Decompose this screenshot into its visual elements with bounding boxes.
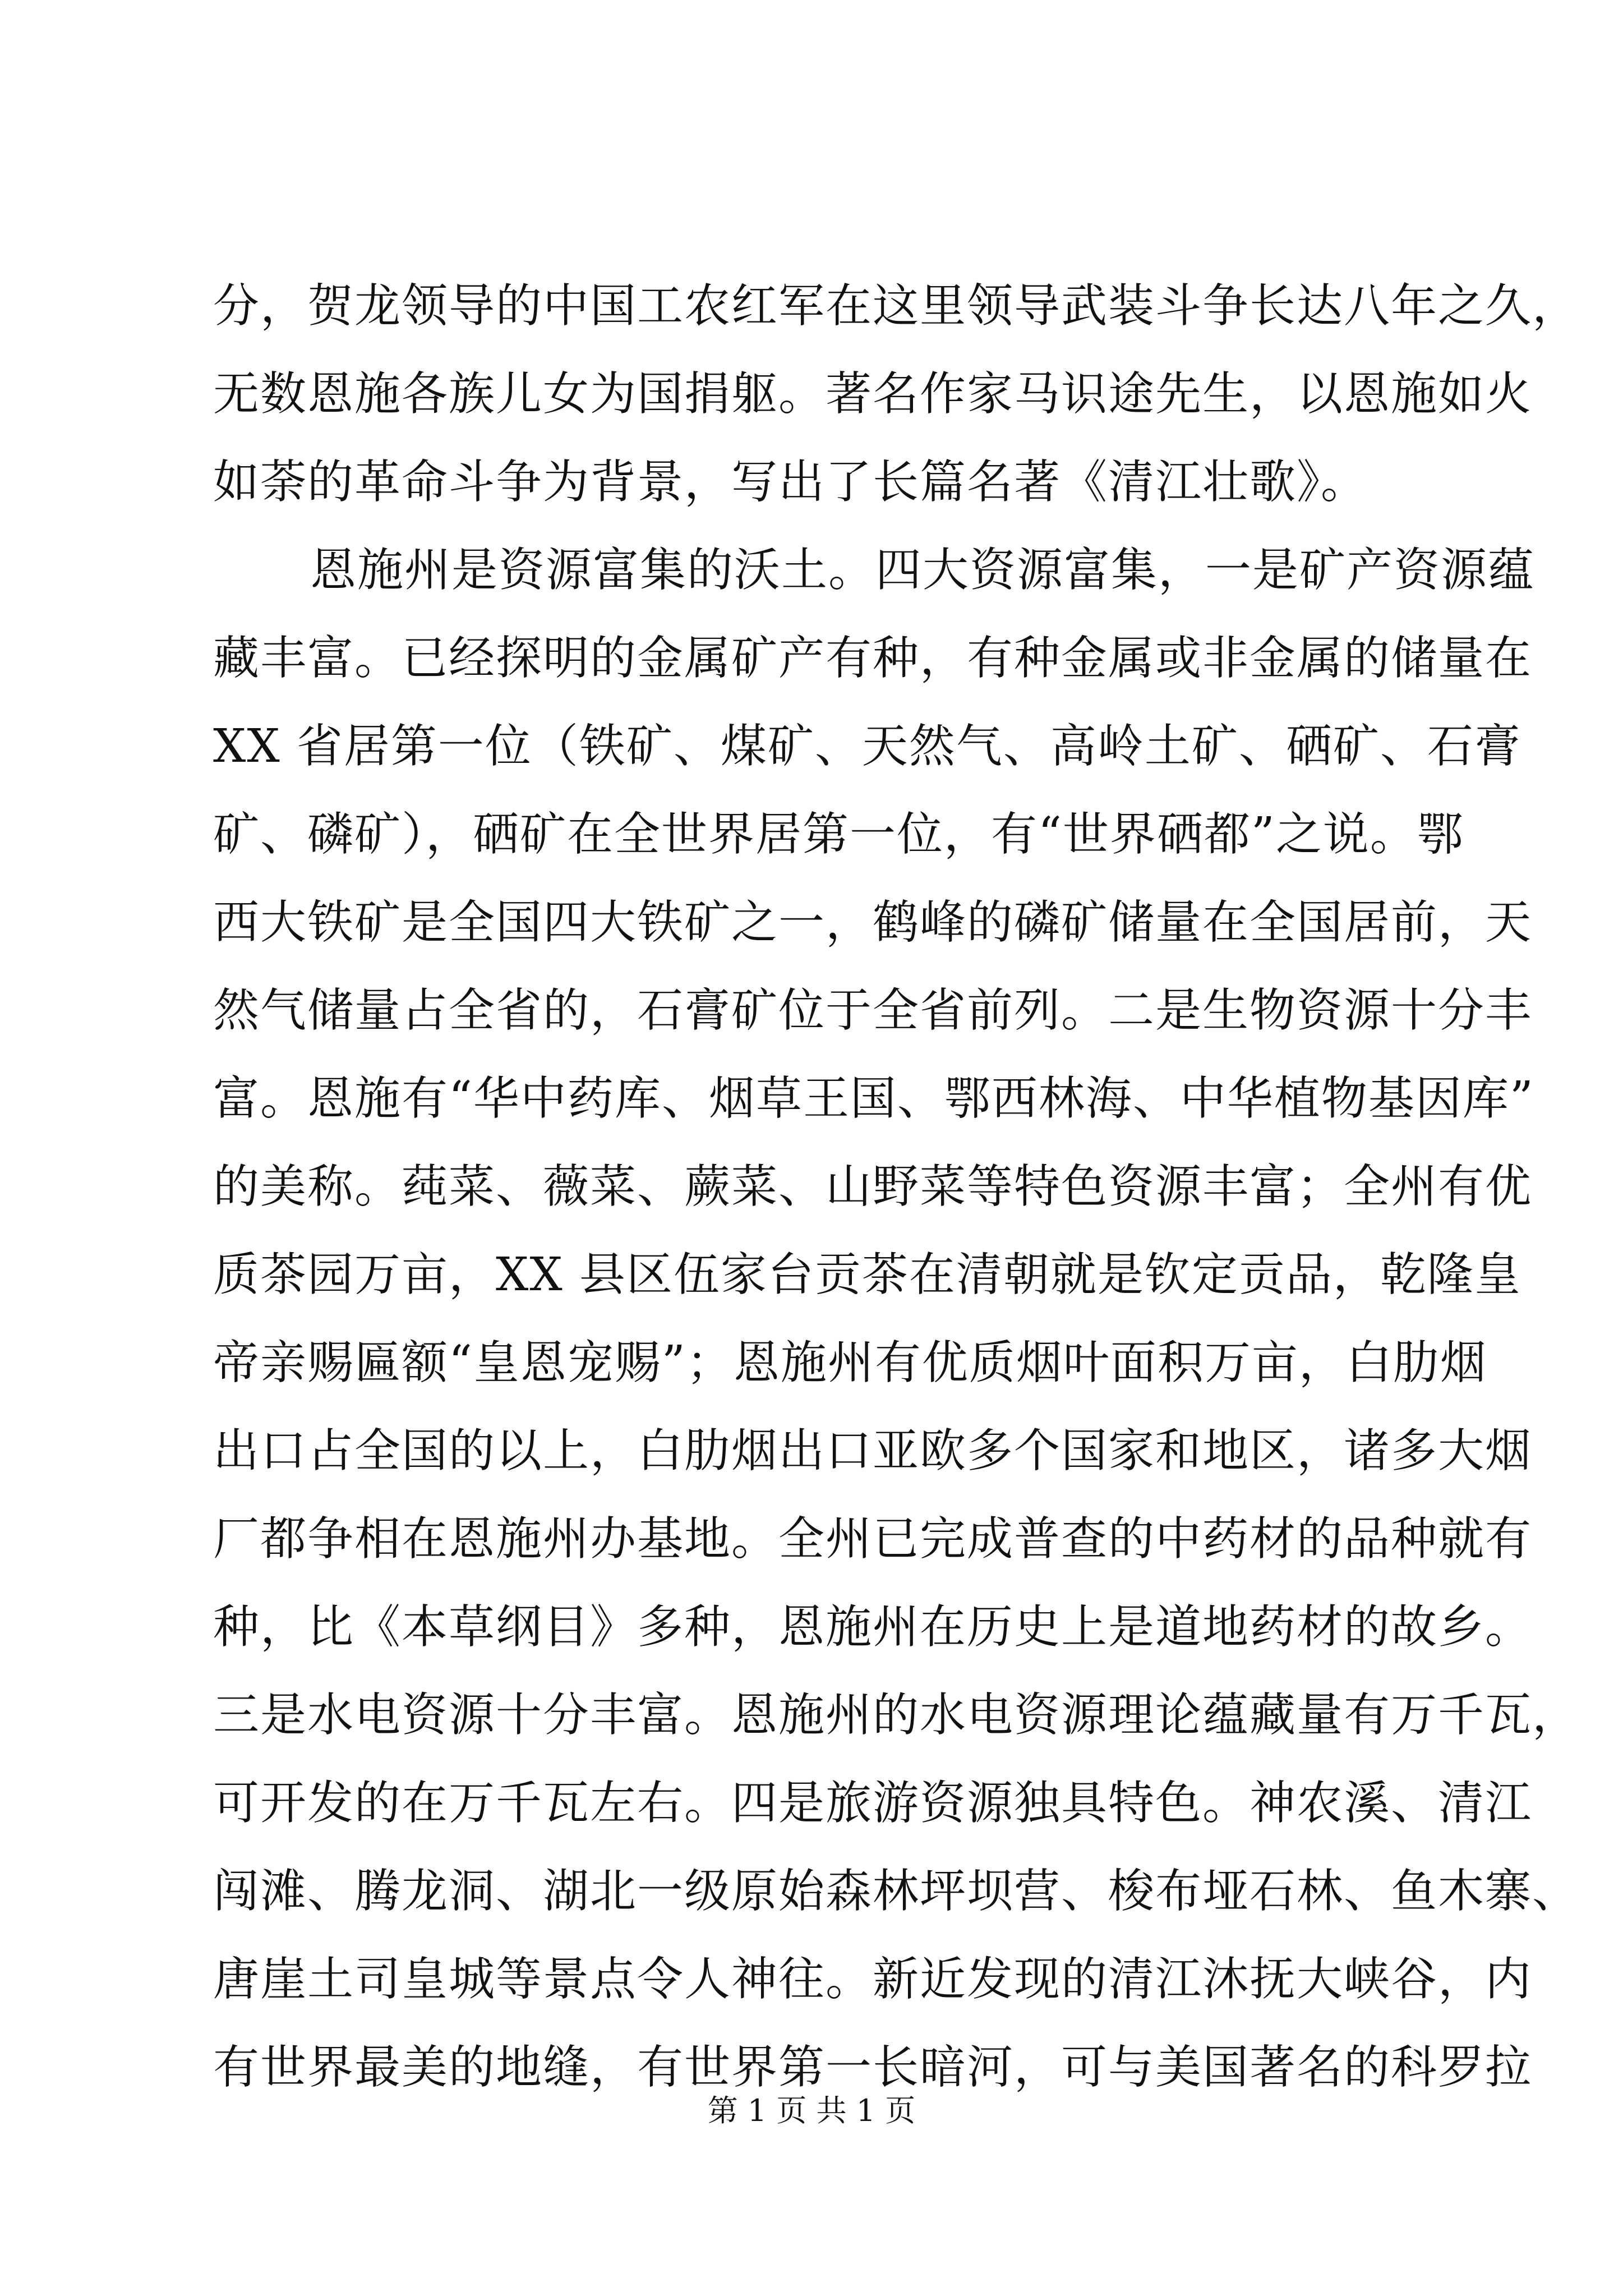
body-line: 可开发的在万千瓦左右。四是旅游资源独具特色。神农溪、清江: [213, 1777, 1533, 1830]
paragraph-first-line: 恩施州是资源富集的沃土。四大资源富集，一是矿产资源蕴: [310, 544, 1536, 597]
body-line: 出口占全国的以上，白肋烟出口亚欧多个国家和地区，诸多大烟: [213, 1424, 1533, 1478]
page-number-footer: 第 1 页 共 1 页: [707, 2093, 916, 2128]
body-line: 矿、磷矿），硒矿在全世界居第一位，有“世界硒都”之说。鄂: [213, 808, 1464, 861]
body-line: 质茶园万亩，XX 县区伍家台贡茶在清朝就是钦定贡品，乾隆皇: [213, 1248, 1521, 1301]
body-line: 如荼的革命斗争为背景，写出了长篇名著《清江壮歌》。: [213, 455, 1368, 509]
body-line: 有世界最美的地缝，有世界第一长暗河，可与美国著名的科罗拉: [213, 2041, 1533, 2094]
body-line: 帝亲赐匾额“皇恩宠赐”；恩施州有优质烟叶面积万亩，白肋烟: [213, 1336, 1487, 1389]
body-line: 的美称。莼菜、薇菜、蕨菜、山野菜等特色资源丰富；全州有优: [213, 1160, 1533, 1213]
body-line: 富。恩施有“华中药库、烟草王国、鄂西林海、中华植物基因库”: [213, 1072, 1534, 1125]
body-line: 唐崖土司皇城等景点令人神往。新近发现的清江沐抚大峡谷，内: [213, 1953, 1533, 2006]
body-line: 西大铁矿是全国四大铁矿之一，鹤峰的磷矿储量在全国居前，天: [213, 896, 1533, 949]
body-line: XX 省居第一位（铁矿、煤矿、天然气、高岭土矿、硒矿、石膏: [213, 720, 1521, 773]
body-line: 藏丰富。已经探明的金属矿产有种，有种金属或非金属的储量在: [213, 632, 1533, 685]
body-line: 然气储量占全省的，石膏矿位于全省前列。二是生物资源十分丰: [213, 984, 1533, 1037]
body-line: 无数恩施各族儿女为国捐躯。著名作家马识途先生，以恩施如火: [213, 367, 1533, 421]
body-line: 种，比《本草纲目》多种，恩施州在历史上是道地药材的故乡。: [213, 1600, 1533, 1654]
body-line: 分，贺龙领导的中国工农红军在这里领导武装斗争长达八年之久，: [213, 279, 1580, 333]
body-line: 三是水电资源十分丰富。恩施州的水电资源理论蕴藏量有万千瓦，: [213, 1688, 1580, 1742]
body-line: 闯滩、腾龙洞、湖北一级原始森林坪坝营、梭布垭石林、鱼木寨、: [213, 1865, 1580, 1918]
body-line: 厂都争相在恩施州办基地。全州已完成普查的中药材的品种就有: [213, 1512, 1533, 1566]
